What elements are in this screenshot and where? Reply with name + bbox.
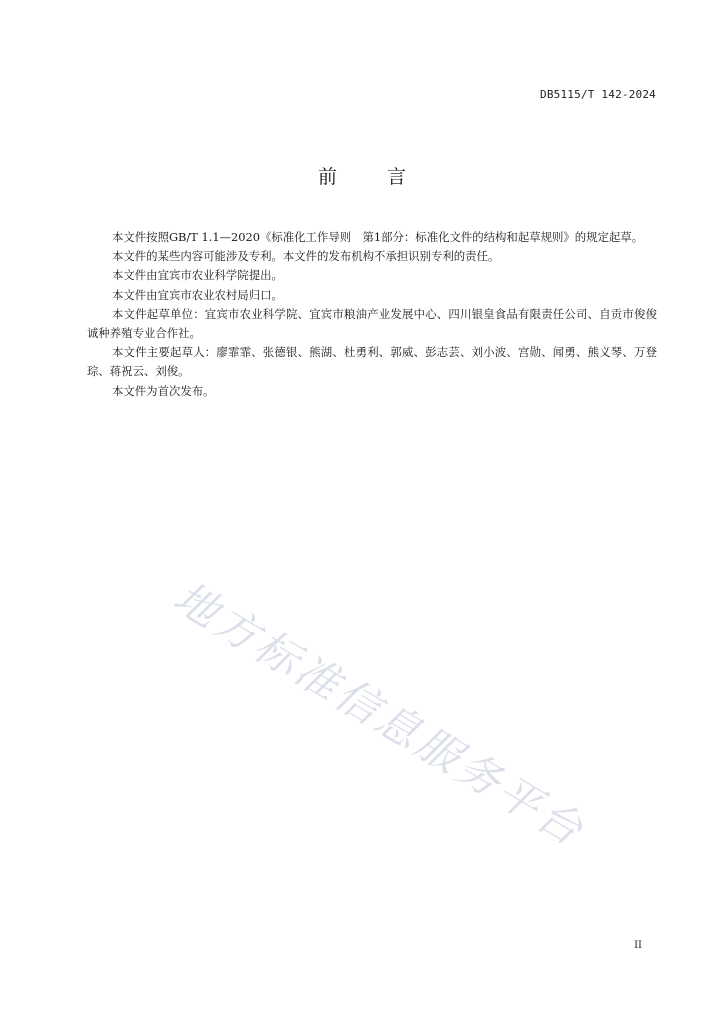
page-number: II bbox=[634, 940, 642, 951]
foreword-body bbox=[87, 228, 657, 401]
paragraph-proposer: 本文件由宜宾市农业科学院提出。 bbox=[112, 268, 283, 283]
paragraph-first-release: 本文件为首次发布。 bbox=[112, 383, 215, 398]
paragraph-drafters: 本文件主要起草人：廖霏霏、张德银、熊湖、杜勇利、郭威、彭志芸、刘小波、宫勋、闻勇、熊义琴、万登琮、蒋祝云、刘俊。 bbox=[87, 345, 657, 379]
paragraph-administrator: 本文件由宜宾市农业农村局归口。 bbox=[112, 287, 283, 302]
document-code: DB5115/T 142-2024 bbox=[540, 88, 656, 101]
page-title: 前 言 bbox=[317, 166, 429, 188]
watermark-text: 地方标准信息服务平台 bbox=[164, 572, 594, 858]
paragraph-drafting-units: 本文件起草单位：宜宾市农业科学院、宜宾市粮油产业发展中心、四川银皇食品有限责任公司、自贡市俊俊诚种养殖专业合作社。 bbox=[87, 306, 657, 341]
paragraph-patent-notice: 本文件的某些内容可能涉及专利。本文件的发布机构不承担识别专利的责任。 bbox=[112, 249, 500, 264]
paragraph-drafting-rules: 本文件按照GB/T 1.1—2020《标准化工作导则 第1部分：标准化文件的结构和起草规则》的规定起草。 bbox=[112, 230, 644, 244]
